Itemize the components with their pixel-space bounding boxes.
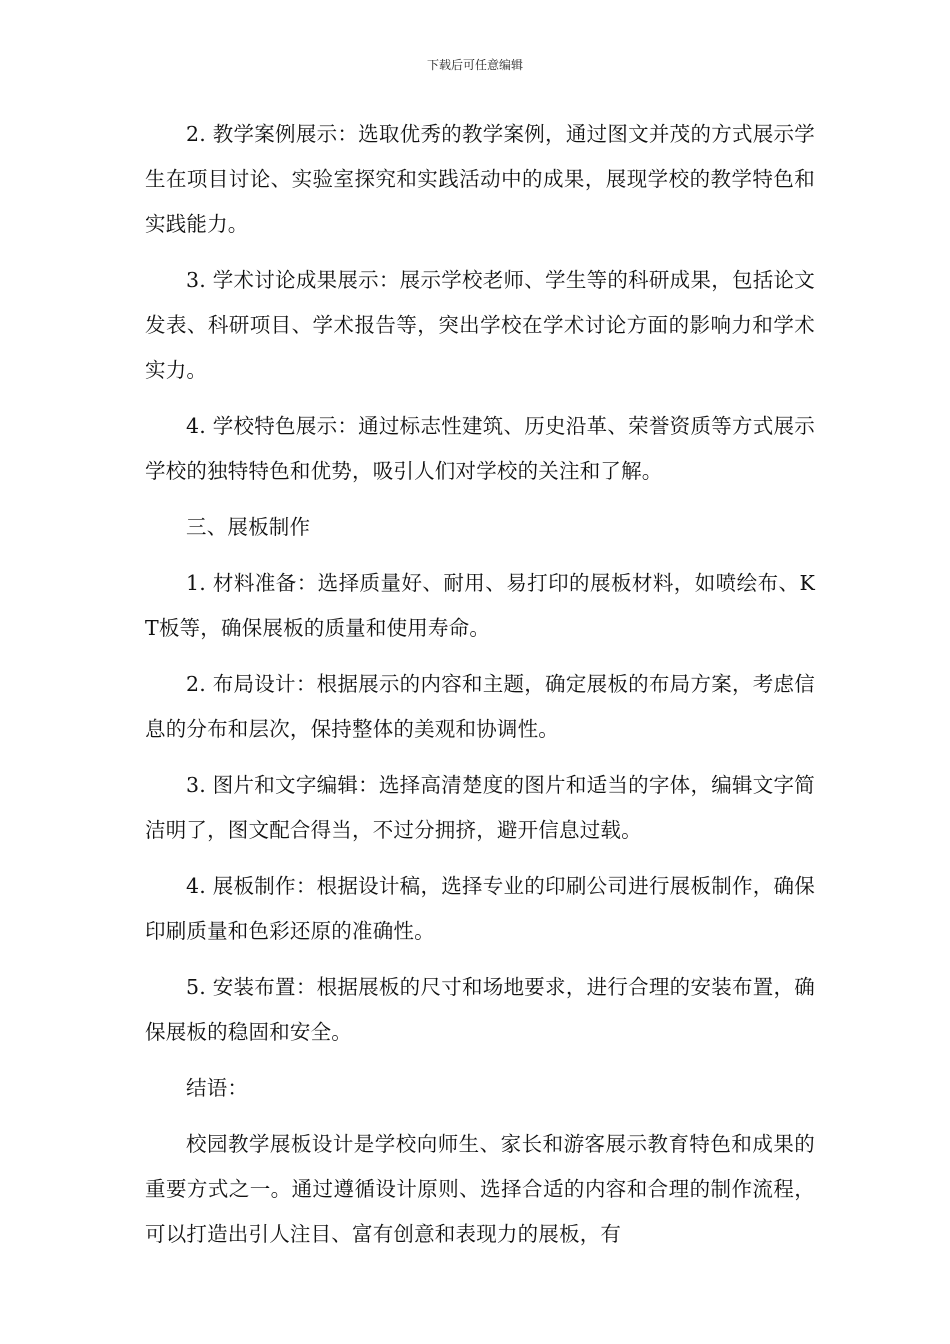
section-heading-conclusion: 结语： <box>186 1076 249 1100</box>
paragraph-board-making: 4. 展板制作：根据设计稿，选择专业的印刷公司进行展板制作，确保印刷质量和色彩还原的准确性。 <box>145 874 815 943</box>
section-heading-board-production: 三、展板制作 <box>186 515 311 539</box>
paragraph-academic-results: 3. 学术讨论成果展示：展示学校老师、学生等的科研成果，包括论文发表、科研项目、学术报告等，突出学校在学术讨论方面的影响力和学术实力。 <box>145 268 815 382</box>
paragraph-installation: 5. 安装布置：根据展板的尺寸和场地要求，进行合理的安装布置，确保展板的稳固和安全。 <box>145 975 815 1044</box>
page-header-note: 下载后可任意编辑 <box>426 58 523 72</box>
paragraph-layout-design: 2. 布局设计：根据展示的内容和主题，确定展板的布局方案，考虑信息的分布和层次，保持整体的美观和协调性。 <box>145 672 815 741</box>
paragraph-image-text-editing: 3. 图片和文字编辑：选择高清楚度的图片和适当的字体，编辑文字简洁明了，图文配合得当，不过分拥挤，避开信息过载。 <box>145 773 815 842</box>
paragraph-material-preparation: 1. 材料准备：选择质量好、耐用、易打印的展板材料，如喷绘布、KT板等，确保展板的质量和使用寿命。 <box>145 571 815 640</box>
paragraph-school-features: 4. 学校特色展示：通过标志性建筑、历史沿革、荣誉资质等方式展示学校的独特特色和优势，吸引人们对学校的关注和了解。 <box>145 414 815 483</box>
paragraph-conclusion: 校园教学展板设计是学校向师生、家长和游客展示教育特色和成果的重要方式之一。通过遵循设计原则、选择合适的内容和合理的制作流程，可以打造出引人注目、富有创意和表现力的展板，有 <box>145 1132 815 1246</box>
document-body <box>145 112 815 1268</box>
paragraph-teaching-cases: 2. 教学案例展示：选取优秀的教学案例，通过图文并茂的方式展示学生在项目讨论、实验室探究和实践活动中的成果，展现学校的教学特色和实践能力。 <box>145 122 815 236</box>
